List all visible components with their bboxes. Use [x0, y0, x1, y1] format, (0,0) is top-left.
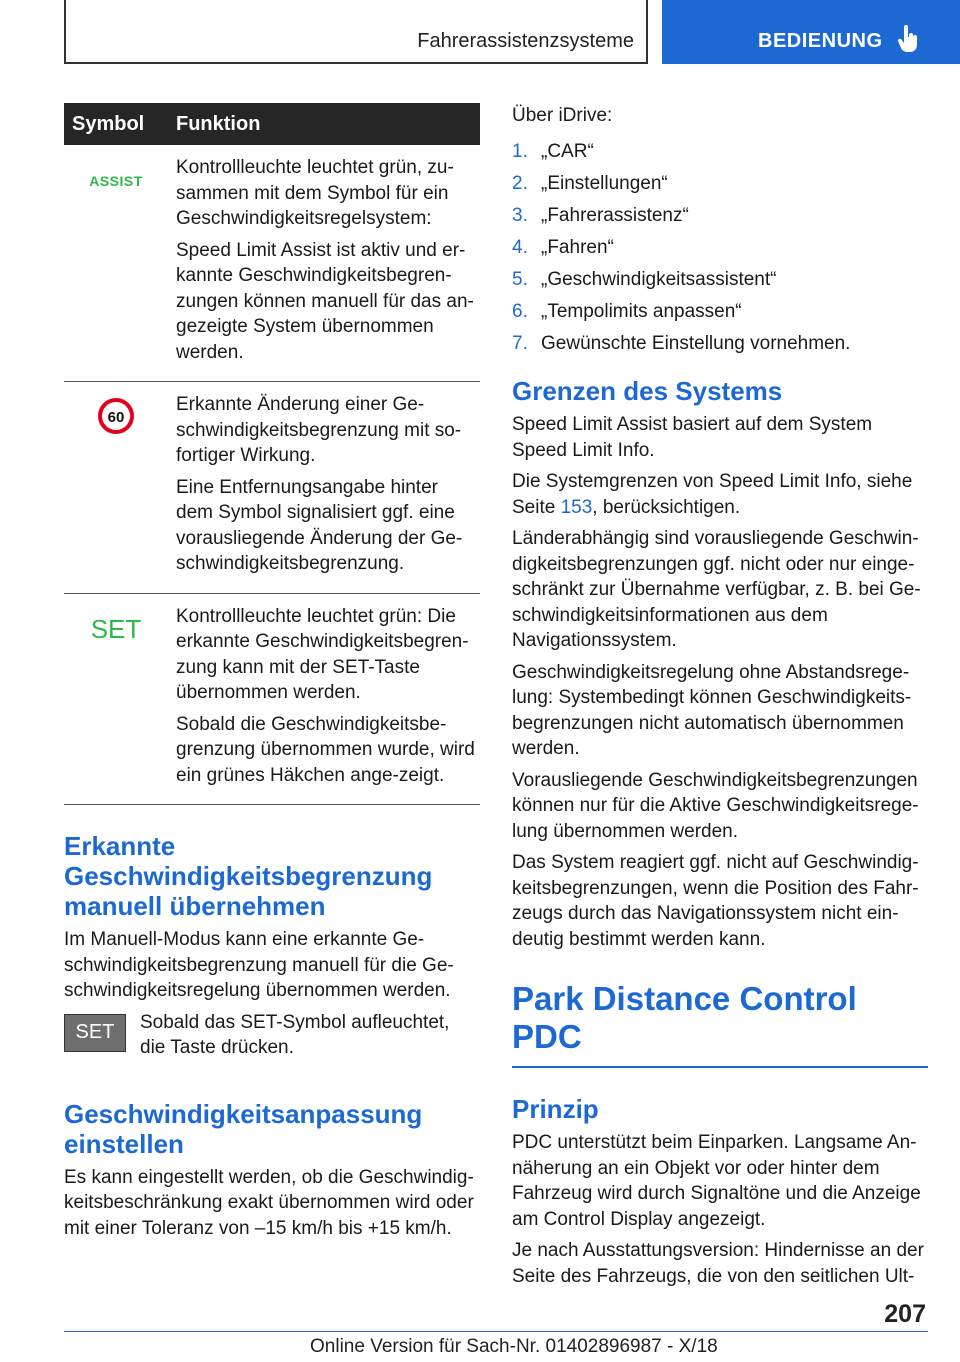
list-item: 1. „CAR“: [512, 140, 594, 162]
set-button-icon: SET: [64, 1014, 126, 1052]
set-button-text: Sobald das SET-Symbol aufleuchtet, die Taste drücken.: [140, 1011, 450, 1058]
footer-text: Online Version für Sach-Nr. 01402896987 - X/18: [310, 1336, 718, 1357]
pdc-section: [512, 980, 928, 1289]
speed-limit-sign-icon: [98, 398, 134, 434]
limits-p5: Vorausliegende Geschwindigkeitsbegrenzungen können nur für die Aktive Geschwindigkeitsrege-lung übernommen werden.: [512, 769, 919, 842]
row-text: Eine Entfernungsangabe hinter dem Symbol signalisiert ggf. eine vorausliegende Änderung der Ge-schwindigkeitsbegrenzung.: [176, 476, 463, 574]
limits-section: [512, 376, 928, 952]
limits-p1: Speed Limit Assist basiert auf dem System Speed Limit Info.: [512, 414, 873, 461]
manual-body: Im Manuell-Modus kann eine erkannte Ge-schwindigkeitsbegrenzung manuell für die Ge-schwindigkeitsregelung übernommen werden.: [64, 929, 454, 1001]
table-header-function: Funktion: [168, 103, 480, 145]
table-row: [64, 593, 480, 805]
idrive-steps: [512, 139, 928, 357]
right-column: [512, 103, 928, 1289]
set-indicator-icon: SET: [90, 613, 142, 644]
list-item: 2. „Einstellungen“: [512, 172, 668, 194]
page-link[interactable]: 153: [560, 496, 593, 518]
hand-pointer-icon: [897, 25, 919, 53]
page-number: 207: [884, 1300, 926, 1328]
idrive-intro: Über iDrive:: [512, 105, 613, 126]
manual-heading: Erkannte Geschwindigkeitsbegrenzung manuell übernehmen: [64, 831, 433, 921]
list-item: 7. Gewünschte Einstellung vornehmen.: [512, 332, 851, 354]
row-text: Sobald die Geschwindigkeitsbe-grenzung übernommen wurde, wird ein grünes Häkchen ange-zeigt.: [176, 713, 475, 786]
table-row: [64, 382, 480, 594]
assist-indicator-icon: ASSIST: [89, 173, 143, 189]
limits-p4: Geschwindigkeitsregelung ohne Abstandsrege-lung: Systembedingt können Geschwindigkeits-begrenzungen nicht automatisch übernommen werden.: [512, 661, 912, 759]
section-title: Fahrerassistenzsysteme: [417, 30, 634, 52]
pdc-subheading: Prinzip: [512, 1094, 599, 1124]
pdc-p2: Je nach Ausstattungsversion: Hindernisse an der Seite des Fahrzeugs, die von den seitlichen Ult-: [512, 1240, 924, 1287]
left-column: [64, 103, 480, 1241]
chapter-label: BEDIENUNG: [758, 30, 883, 52]
limits-p6: Das System reagiert ggf. nicht auf Geschwindig-keitsbegrenzungen, wenn die Position des Fahr-zeugs durch das Navigationssystem nicht ein-deutig bestimmt werden kann.: [512, 852, 919, 950]
adjust-heading: Geschwindigkeitsanpassung einstellen: [64, 1098, 423, 1159]
limits-p3: Länderabhängig sind vorausliegende Geschwin-digkeitsbegrenzungen ggf. nicht oder nur einge-schränkt zur Übernahme verfügbar, z. B. bei Ge-schwindigkeitsinformationen aus dem Navigationssystem.: [512, 528, 921, 651]
adjust-section: [64, 1099, 480, 1242]
table-row: [64, 145, 480, 382]
row-text: Erkannte Änderung einer Ge-schwindigkeitsbegrenzung mit so-fortiger Wirkung.: [176, 394, 462, 466]
symbol-table: [64, 103, 480, 805]
header-section-box: [64, 0, 648, 64]
pdc-heading: Park Distance Control PDC: [512, 980, 928, 1068]
row-text: Kontrollleuchte leuchtet grün: Die erkannte Geschwindigkeitsbegren-zung kann mit der SET-Taste übernommen werden.: [176, 605, 469, 703]
limits-heading: Grenzen des Systems: [512, 376, 783, 406]
speed-limit-value: 60: [107, 409, 125, 426]
row-text: Kontrollleuchte leuchtet grün, zu-sammen mit dem Symbol für ein Geschwindigkeitsregelsystem:: [176, 157, 454, 229]
manual-section: [64, 831, 480, 1061]
limits-p2: Die Systemgrenzen von Speed Limit Info, siehe Seite 153, berücksichtigen.: [512, 471, 913, 518]
list-item: 5. „Geschwindigkeitsassistent“: [512, 268, 777, 290]
chapter-tab[interactable]: [662, 0, 960, 64]
pdc-p1: PDC unterstützt beim Einparken. Langsame An-näherung an ein Objekt vor oder hinter dem Fahrzeug wird durch Signaltöne und die Anzeige am Control Display angezeigt.: [512, 1132, 921, 1230]
list-item: 3. „Fahrerassistenz“: [512, 204, 689, 226]
table-header-symbol: Symbol: [64, 103, 168, 145]
list-item: 6. „Tempolimits anpassen“: [512, 300, 742, 322]
footer-divider: [64, 1331, 928, 1332]
list-item: 4. „Fahren“: [512, 236, 614, 258]
adjust-body: Es kann eingestellt werden, ob die Geschwindig-keitsbeschränkung exakt übernommen wird oder mit einer Toleranz von –15 km/h bis +15 km/h.: [64, 1166, 474, 1239]
row-text: Speed Limit Assist ist aktiv und er-kannte Geschwindigkeitsbegren-zungen können manuell für das an-gezeigte System übernommen werden.: [176, 239, 474, 363]
